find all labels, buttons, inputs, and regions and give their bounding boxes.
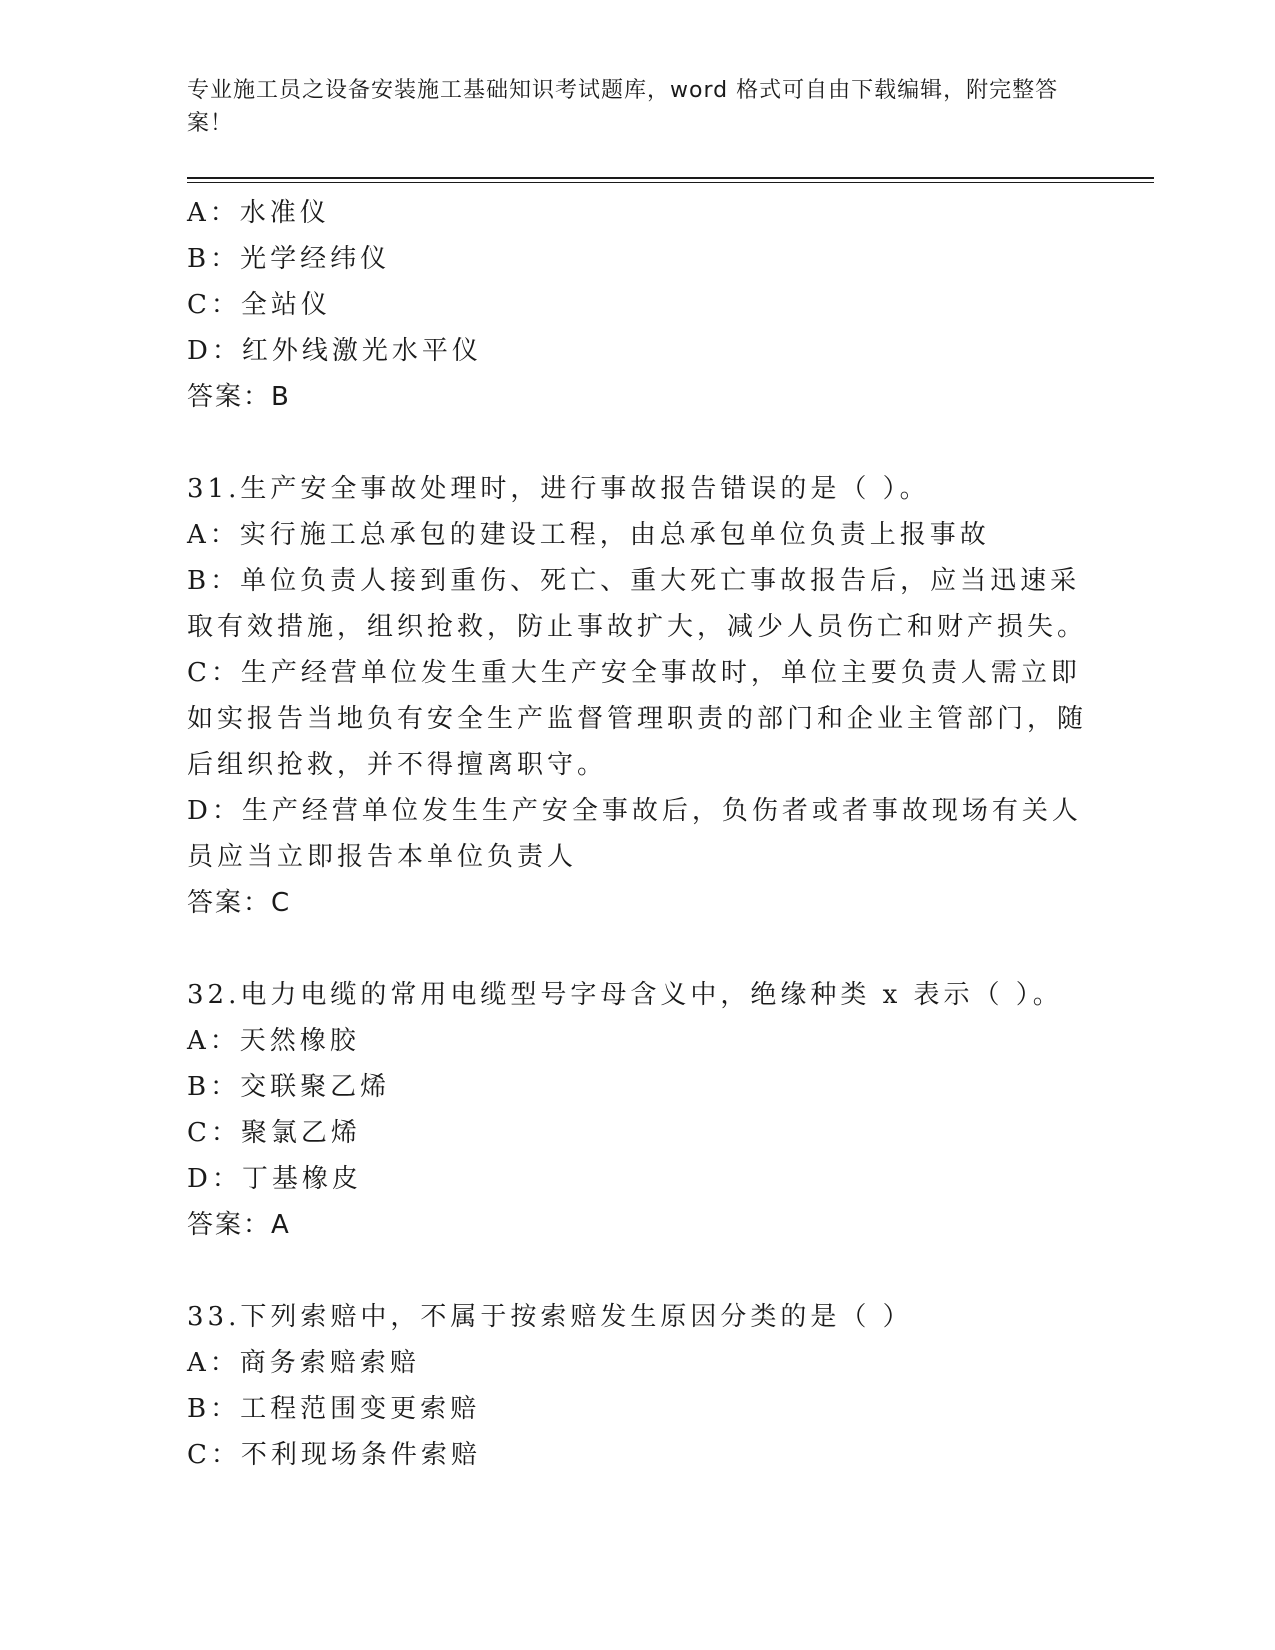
answer-line: 答案：B xyxy=(187,382,291,412)
option-c: C：生产经营单位发生重大生产安全事故时，单位主要负责人需立即如实报告当地负有安全生产监督管理职责的部门和企业主管部门，随后组织抢救，并不得擅离职守。 xyxy=(187,658,1088,780)
question-30 xyxy=(187,190,1087,420)
option-d: D：红外线激光水平仪 xyxy=(187,336,482,366)
option-b: B：单位负责人接到重伤、死亡、重大死亡事故报告后，应当迅速采取有效措施，组织抢救，防止事故扩大，减少人员伤亡和财产损失。 xyxy=(187,566,1088,642)
spacer xyxy=(187,1248,1087,1294)
option-c: C：聚氯乙烯 xyxy=(187,1118,361,1148)
option-a: A：天然橡胶 xyxy=(187,1026,360,1056)
document-header: 专业施工员之设备安装施工基础知识考试题库，word 格式可自由下载编辑，附完整答案！ xyxy=(187,78,1059,136)
option-d: D：生产经营单位发生生产安全事故后，负伤者或者事故现场有关人员应当立即报告本单位负责人 xyxy=(187,796,1082,872)
option-b: B：交联聚乙烯 xyxy=(187,1072,391,1102)
question-text: 31.生产安全事故处理时，进行事故报告错误的是（ ）。 xyxy=(187,474,930,504)
option-b: B：工程范围变更索赔 xyxy=(187,1394,481,1424)
question-32 xyxy=(187,972,1087,1248)
header-divider-thin xyxy=(187,182,1154,183)
option-d: D：丁基橡皮 xyxy=(187,1164,362,1194)
option-c: C：全站仪 xyxy=(187,290,331,320)
question-33 xyxy=(187,1294,1087,1478)
option-a: A：实行施工总承包的建设工程，由总承包单位负责上报事故 xyxy=(187,520,990,550)
option-c: C：不利现场条件索赔 xyxy=(187,1440,481,1470)
question-text: 33.下列索赔中，不属于按索赔发生原因分类的是（ ） xyxy=(187,1302,913,1332)
option-b: B：光学经纬仪 xyxy=(187,244,391,274)
answer-line: 答案：C xyxy=(187,888,292,918)
spacer xyxy=(187,420,1087,466)
option-a: A：商务索赔索赔 xyxy=(187,1348,420,1378)
option-a: A：水准仪 xyxy=(187,198,330,228)
question-list xyxy=(187,190,1087,1478)
header-divider-thick xyxy=(187,177,1154,179)
spacer xyxy=(187,926,1087,972)
answer-line: 答案：A xyxy=(187,1210,291,1240)
question-31 xyxy=(187,466,1087,926)
question-text: 32.电力电缆的常用电缆型号字母含义中，绝缘种类 x 表示（ ）。 xyxy=(187,980,1063,1010)
